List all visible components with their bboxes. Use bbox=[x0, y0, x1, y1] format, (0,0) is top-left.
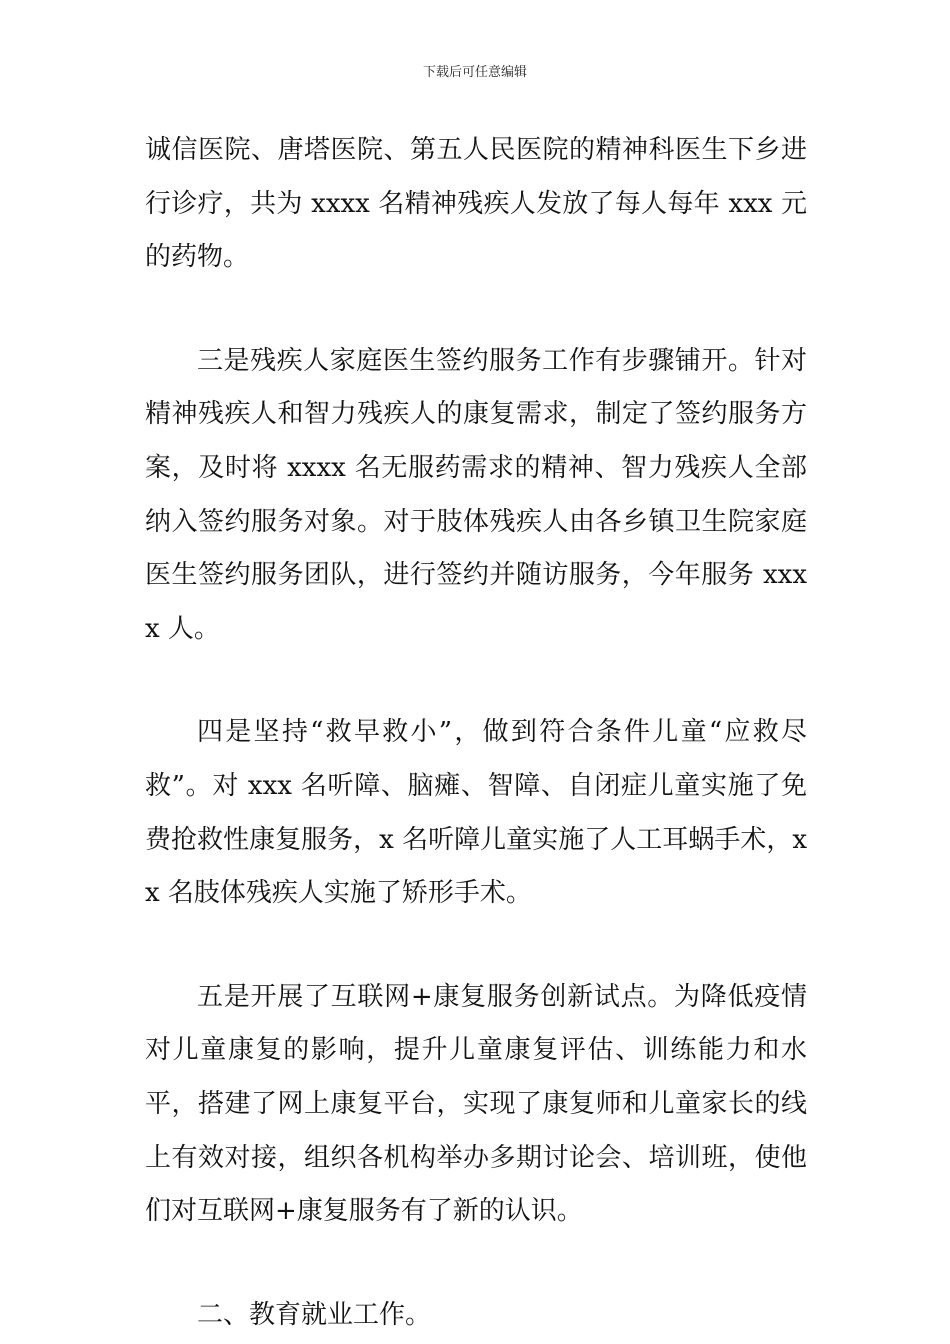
section-heading: 二、教育就业工作。 bbox=[197, 1299, 432, 1330]
paragraph-item-four: 四是坚持“救早救小”，做到符合条件儿童“应救尽救”。对 xxx 名听障、脑瘫、智障、自闭症儿童实施了免费抢救性康复服务，x 名听障儿童实施了人工耳蜗手术，xx 名肢体残疾人实施了矫形手术。 bbox=[145, 717, 807, 909]
page-header: 下载后可任意编辑 bbox=[422, 65, 527, 80]
paragraph-item-three: 三是残疾人家庭医生签约服务工作有步骤铺开。针对精神残疾人和智力残疾人的康复需求，制定了签约服务方案，及时将 xxxx 名无服药需求的精神、智力残疾人全部纳入签约服务对象。对于肢体残疾人由各乡镇卫生院家庭医生签约服务团队，进行签约并随访服务，今年服务 xxxx 人。 bbox=[145, 345, 807, 644]
paragraph-item-five: 五是开展了互联网+康复服务创新试点。为降低疫情对儿童康复的影响，提升儿童康复评估、训练能力和水平，搭建了网上康复平台，实现了康复师和儿童家长的线上有效对接，组织各机构举办多期讨论会、培训班，使他们对互联网+康复服务有了新的认识。 bbox=[145, 981, 807, 1227]
document-body bbox=[145, 124, 807, 1342]
paragraph-continuation: 诚信医院、唐塔医院、第五人民医院的精神科医生下乡进行诊疗，共为 xxxx 名精神残疾人发放了每人每年 xxx 元的药物。 bbox=[145, 135, 807, 273]
